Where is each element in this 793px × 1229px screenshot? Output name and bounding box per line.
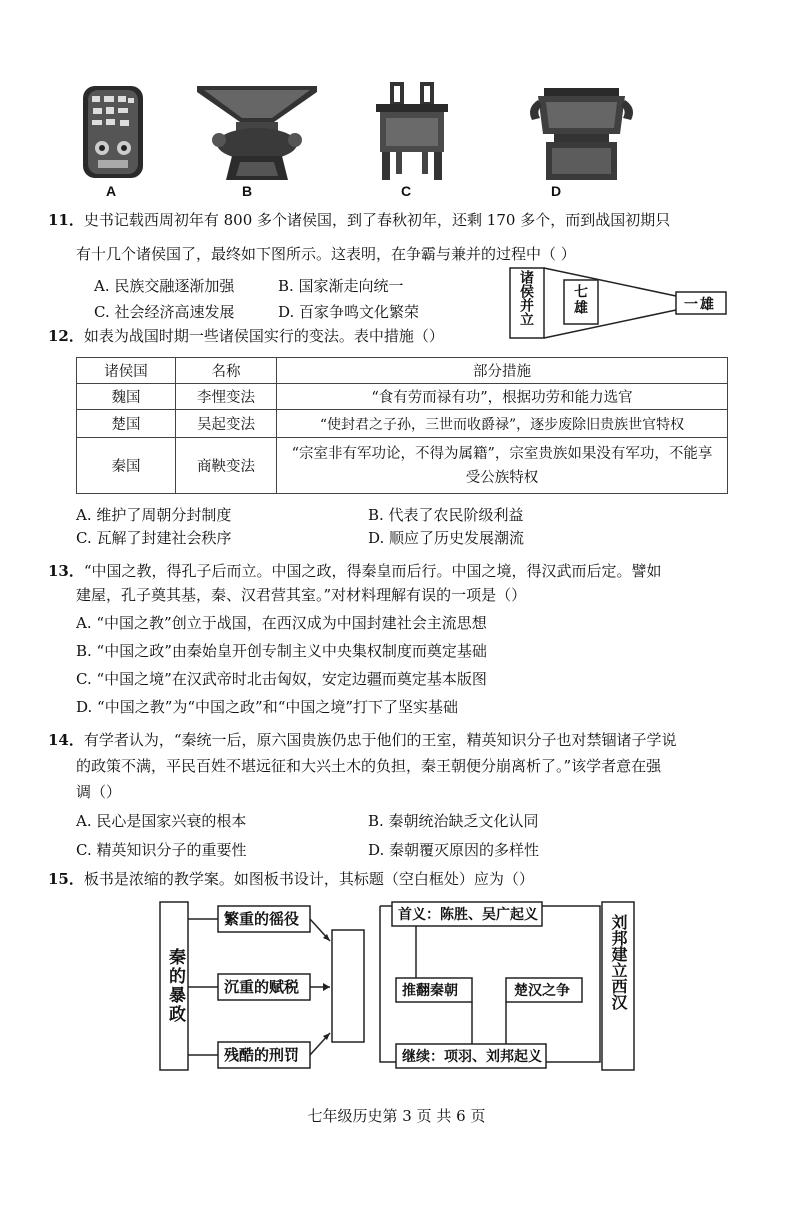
header-state: 诸侯国 <box>77 358 176 384</box>
artifact-label-c: C <box>401 183 412 199</box>
cell-name: 李悝变法 <box>176 384 277 410</box>
bronze-zun-vessel-icon <box>192 82 322 182</box>
bronze-ding-cauldron-icon <box>372 82 452 182</box>
option-a: A. 维护了周朝分封制度 <box>76 506 232 524</box>
option-d: D. 百家争鸣文化繁荣 <box>278 303 420 321</box>
cause-punishment: 残酷的刑罚 <box>224 1046 300 1064</box>
option-a: A. 民心是国家兴衰的根本 <box>76 812 247 830</box>
cell-state: 秦国 <box>77 438 176 494</box>
cell-state: 楚国 <box>77 410 176 438</box>
option-c: C. “中国之境”在汉武帝时北击匈奴，安定边疆而奠定基本版图 <box>76 670 487 688</box>
reform-table <box>76 357 728 494</box>
page-footer: 七年级历史第 3 页 共 6 页 <box>307 1107 486 1125</box>
option-b: B. 秦朝统治缺乏文化认同 <box>368 812 539 830</box>
artifact-b <box>192 82 322 182</box>
question-13-line1 <box>48 561 662 581</box>
option-c: C. 社会经济高速发展 <box>94 303 235 321</box>
question-13-line2: 建屋，孔子奠其基，秦、汉君营其室。”对材料理解有误的一项是（） <box>76 586 527 604</box>
cell-state: 魏国 <box>77 384 176 410</box>
option-a: A. “中国之教”创立于战国，在西汉成为中国封建社会主流思想 <box>76 614 487 632</box>
box-feudal-states: 诸侯并立 <box>518 270 534 326</box>
artifact-d <box>524 82 639 182</box>
question-text: 板书是浓缩的教学案。如图板书设计，其标题（空白框处）应为（） <box>83 870 534 888</box>
question-14-line3: 调（） <box>76 783 122 801</box>
question-12-line1 <box>48 326 444 346</box>
question-text: 有学者认为，“秦统一后，原六国贵族仍忠于他们的王室，精英知识分子也对禁锢诸子学说 <box>83 731 677 749</box>
table-row <box>77 384 728 410</box>
question-text: 如表为战国时期一些诸侯国实行的变法。表中措施（） <box>83 327 444 345</box>
question-text: 史书记载西周初年有 800 多个诸侯国，到了春秋初年，还剩 170 多个，而到战国初期只 <box>83 211 671 229</box>
artifact-c <box>372 82 452 182</box>
option-c: C. 精英知识分子的重要性 <box>76 841 247 859</box>
cell-measure: “使封君之子孙，三世而收爵禄”，逐步废除旧贵族世官特权 <box>277 410 728 438</box>
option-d: D. “中国之教”为“中国之政”和“中国之境”打下了坚实基础 <box>76 698 459 716</box>
item-overthrow-qin: 推翻秦朝 <box>402 983 458 999</box>
cause-corvee: 繁重的徭役 <box>224 910 300 928</box>
bronze-gui-vessel-icon <box>524 82 639 182</box>
unification-funnel-diagram <box>508 264 732 342</box>
table-row <box>77 438 728 494</box>
option-d: D. 顺应了历史发展潮流 <box>368 529 525 547</box>
question-15-line1 <box>48 869 534 889</box>
question-number: 11． <box>48 211 84 229</box>
box-one-power: 一雄 <box>684 297 716 313</box>
question-14-line1 <box>48 730 677 750</box>
question-number: 12． <box>48 327 84 345</box>
option-d: D. 秦朝覆灭原因的多样性 <box>368 841 540 859</box>
cell-name: 商鞅变法 <box>176 438 277 494</box>
artifact-a <box>78 82 148 182</box>
item-uprising-start: 首义：陈胜、吴广起义 <box>398 907 538 923</box>
question-number: 13． <box>48 562 84 580</box>
option-b: B. “中国之政”由秦始皇开创专制主义中央集权制度而奠定基础 <box>76 642 487 660</box>
cell-name: 吴起变法 <box>176 410 277 438</box>
header-measures: 部分措施 <box>277 358 728 384</box>
question-11-line2: 有十几个诸侯国了，最终如下图所示。这表明，在争霸与兼并的过程中（ ） <box>76 245 576 263</box>
bronze-plaque-icon <box>78 82 148 182</box>
item-chu-han-war: 楚汉之争 <box>514 983 570 999</box>
question-number: 14． <box>48 731 84 749</box>
artifact-label-a: A <box>106 183 117 199</box>
cell-measure: “宗室非有军功论，不得为属籍”，宗室贵族如果没有军功，不能享受公族特权 <box>277 438 728 494</box>
header-name: 名称 <box>176 358 277 384</box>
artifact-label-d: D <box>551 183 562 199</box>
question-number: 15． <box>48 870 84 888</box>
option-b: B. 国家渐走向统一 <box>278 277 404 295</box>
option-b: B. 代表了农民阶级利益 <box>368 506 524 524</box>
option-a: A. 民族交融逐渐加强 <box>94 277 235 295</box>
question-14-line2: 的政策不满，平民百姓不堪远征和大兴土木的负担，秦王朝便分崩离析了。”该学者意在强 <box>76 757 662 775</box>
question-11-line1 <box>48 210 670 230</box>
artifact-label-b: B <box>242 183 253 199</box>
question-text: “中国之教，得孔子后而立。中国之政，得秦皇而后行。中国之境，得汉武而后定。譬如 <box>83 562 662 580</box>
option-c: C. 瓦解了封建社会秩序 <box>76 529 232 547</box>
right-title: 刘邦建立西汉 <box>609 914 628 1010</box>
table-header-row <box>77 358 728 384</box>
blackboard-diagram <box>154 896 640 1072</box>
cause-taxes: 沉重的赋税 <box>224 978 300 996</box>
item-uprising-continue: 继续：项羽、刘邦起义 <box>402 1049 542 1065</box>
left-title: 秦的暴政 <box>165 948 185 1024</box>
cell-measure: “食有劳而禄有功”，根据功劳和能力选官 <box>277 384 728 410</box>
table-row <box>77 410 728 438</box>
box-seven-powers: 七雄 <box>572 284 588 316</box>
